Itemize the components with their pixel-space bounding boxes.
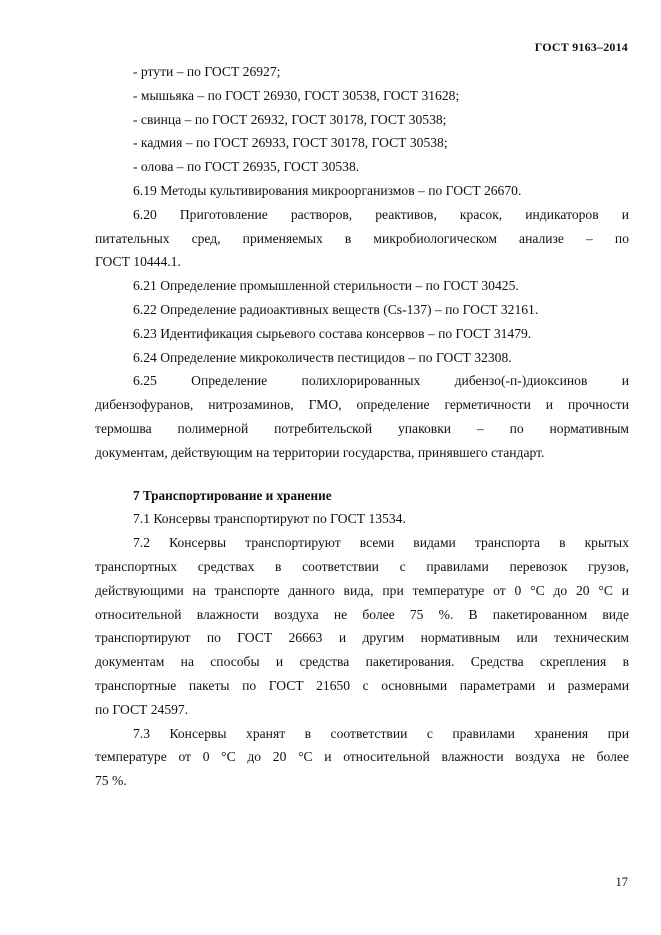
section-heading: 7 Транспортирование и хранение xyxy=(133,487,332,503)
section-7 xyxy=(95,484,629,793)
page-number: 17 xyxy=(615,875,628,889)
document-code-header: ГОСТ 9163–2014 xyxy=(534,40,628,54)
list-item: - олова – по ГОСТ 26935, ГОСТ 30538. xyxy=(133,159,360,175)
text-line: действующими на транспорте данного вида, при температуре от 0 °С до 20 °С и xyxy=(95,582,629,598)
text-line: 6.25 Определение полихлорированных дибензо(-п-)диоксинов и xyxy=(133,373,629,389)
text-line: 75 %. xyxy=(95,773,127,789)
clause-6-23: 6.23 Идентификация сырьевого состава консервов – по ГОСТ 31479. xyxy=(133,325,532,341)
text-line: температуре от 0 °С до 20 °С и относительной влажности воздуха не более xyxy=(95,749,629,765)
clause-7-1: 7.1 Консервы транспортируют по ГОСТ 13534. xyxy=(133,511,406,527)
clause-6-19: 6.19 Методы культивирования микроорганизмов – по ГОСТ 26670. xyxy=(133,182,522,198)
list-item: - мышьяка – по ГОСТ 26930, ГОСТ 30538, ГОСТ 31628; xyxy=(133,87,460,103)
clause-6-25 xyxy=(95,369,629,464)
text-line: термошва полимерной потребительской упаковки – по нормативным xyxy=(95,420,629,436)
list-item: - свинца – по ГОСТ 26932, ГОСТ 30178, ГОСТ 30538; xyxy=(133,111,447,127)
clause-6-24: 6.24 Определение микроколичеств пестицидов – по ГОСТ 32308. xyxy=(133,349,512,365)
page-body xyxy=(95,60,629,793)
list-item: - ртути – по ГОСТ 26927; xyxy=(133,64,281,79)
clauses-6-21-to-6-24 xyxy=(95,274,629,369)
text-line: относительной влажности воздуха не более 75 %. В пакетированном виде xyxy=(95,606,629,622)
text-line: по ГОСТ 24597. xyxy=(95,701,189,717)
clause-6-21: 6.21 Определение промышленной стерильности – по ГОСТ 30425. xyxy=(133,278,519,294)
clause-7-3 xyxy=(95,722,629,793)
text-line: транспортных средствах в соответствии с правилами перевозок грузов, xyxy=(95,558,629,574)
clause-7-2 xyxy=(95,531,629,721)
text-line: документам на способы и средства пакетирования. Средства скрепления в xyxy=(95,654,629,670)
text-line: 7.3 Консервы хранят в соответствии с правилами хранения при xyxy=(133,725,629,741)
clause-6-22: 6.22 Определение радиоактивных веществ (Cs-137) – по ГОСТ 32161. xyxy=(133,301,539,317)
text-line: 6.20 Приготовление растворов, реактивов, красок, индикаторов и xyxy=(133,206,629,222)
metals-methods-list xyxy=(95,60,629,203)
text-line: транспортные пакеты по ГОСТ 21650 с основными параметрами и размерами xyxy=(95,677,629,693)
clause-6-20 xyxy=(95,203,629,274)
text-line: 7.2 Консервы транспортируют всеми видами транспорта в крытых xyxy=(133,535,629,551)
text-line: документам, действующим на территории государства, принявшего стандарт. xyxy=(95,444,545,460)
text-line: питательных сред, применяемых в микробиологическом анализе – по xyxy=(95,230,629,246)
list-item: - кадмия – по ГОСТ 26933, ГОСТ 30178, ГОСТ 30538; xyxy=(133,135,448,151)
text-line: ГОСТ 10444.1. xyxy=(95,254,181,270)
text-line: транспортируют по ГОСТ 26663 и другим нормативным или техническим xyxy=(95,630,629,646)
text-line: дибензофуранов, нитрозаминов, ГМО, определение герметичности и прочности xyxy=(95,397,629,413)
